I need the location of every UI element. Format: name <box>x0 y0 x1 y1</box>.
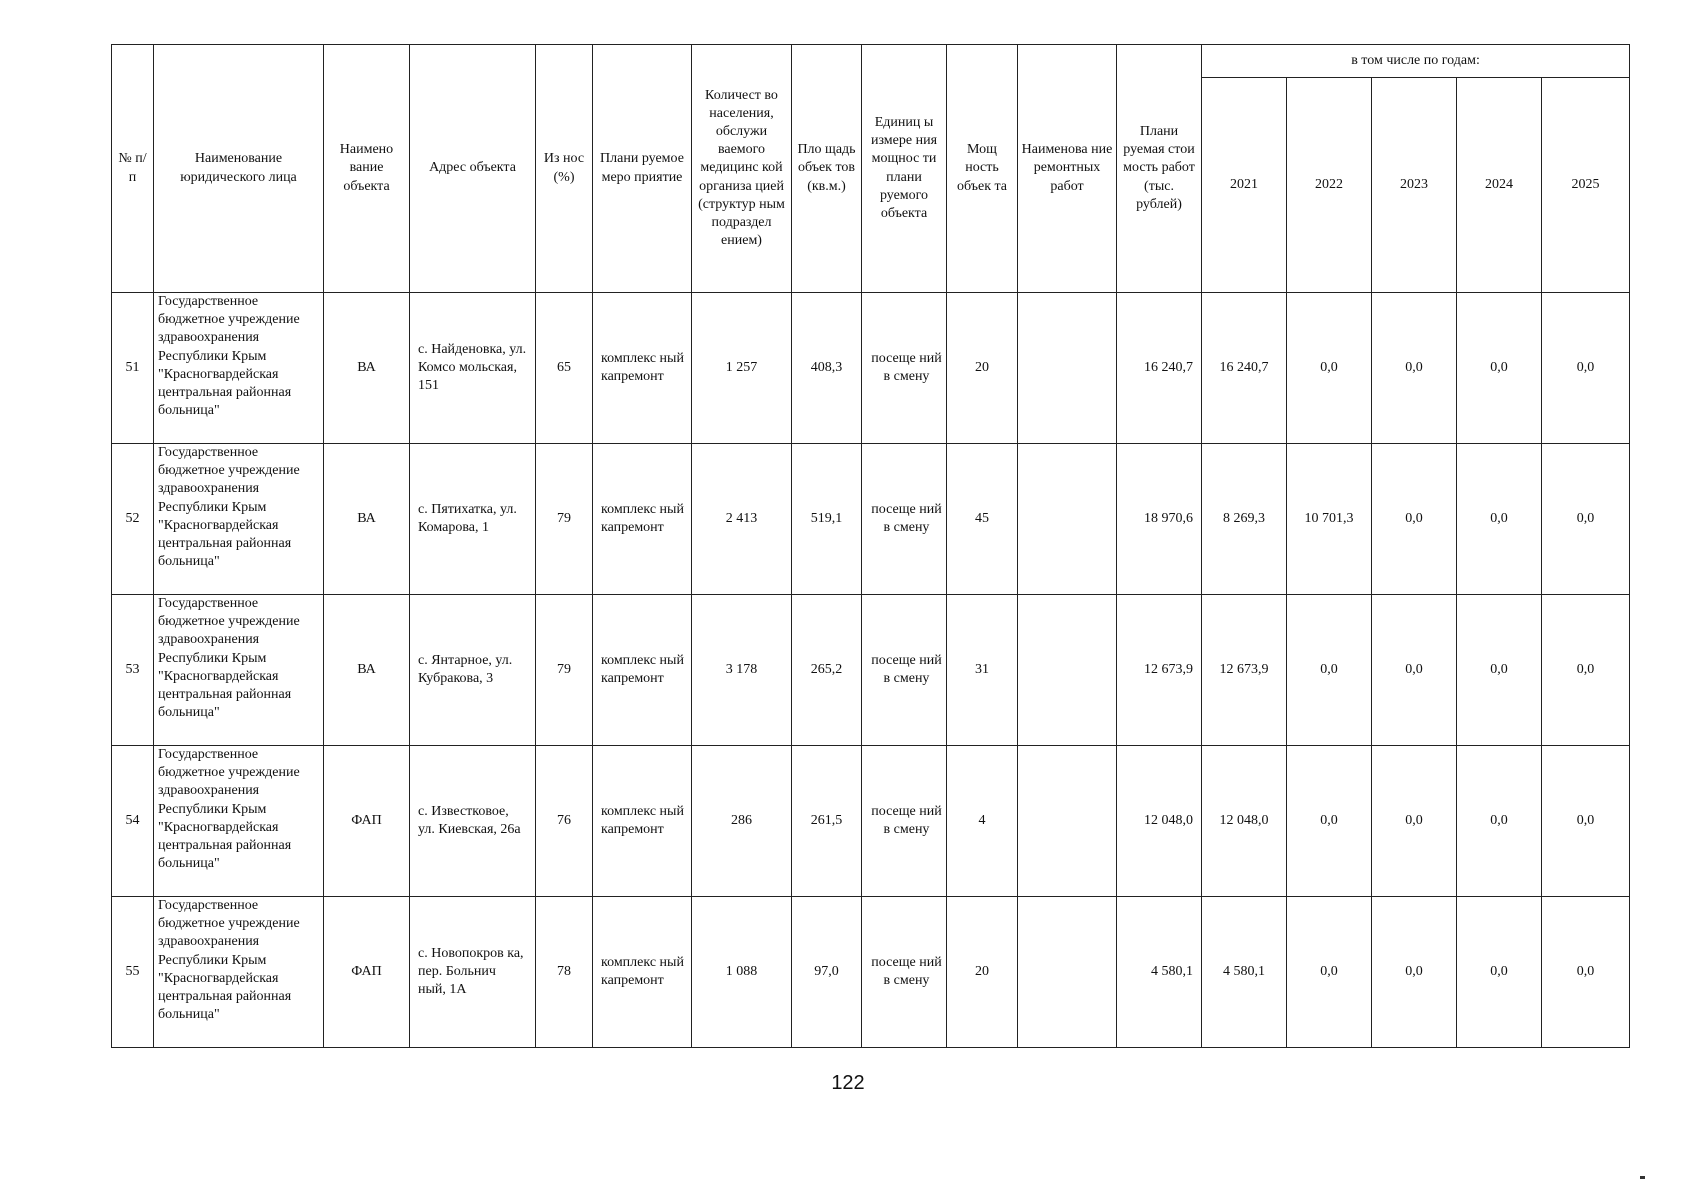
header-wear: Из нос (%) <box>536 45 593 293</box>
cell-capacity: 45 <box>947 444 1018 595</box>
header-year: 2023 <box>1372 78 1457 293</box>
cell-area: 265,2 <box>792 595 862 746</box>
cell-repair-name <box>1018 746 1117 897</box>
cell-year-value: 0,0 <box>1287 746 1372 897</box>
cell-year-value: 0,0 <box>1372 444 1457 595</box>
cell-planned-event: комплекс ный капремонт <box>593 746 692 897</box>
cell-year-value: 0,0 <box>1287 595 1372 746</box>
cell-year-value: 0,0 <box>1287 897 1372 1048</box>
header-unit: Единиц ы измере ния мощнос ти плани руемого объекта <box>862 45 947 293</box>
cell-object-name: ВА <box>324 595 410 746</box>
cell-year-value: 0,0 <box>1542 595 1630 746</box>
header-capacity: Мощ ность объек та <box>947 45 1018 293</box>
cell-planned-event: комплекс ный капремонт <box>593 444 692 595</box>
cell-population: 3 178 <box>692 595 792 746</box>
cell-year-value: 0,0 <box>1372 897 1457 1048</box>
cell-legal-entity: Государственное бюджетное учреждение здравоохранения Республики Крым "Красногвардейская центральная районная больница" <box>154 595 324 746</box>
header-area: Пло щадь объек тов (кв.м.) <box>792 45 862 293</box>
cell-year-value: 0,0 <box>1542 897 1630 1048</box>
cell-unit: посеще ний в смену <box>862 746 947 897</box>
header-year: 2022 <box>1287 78 1372 293</box>
cell-cost: 16 240,7 <box>1117 293 1202 444</box>
cell-wear: 78 <box>536 897 593 1048</box>
cell-year-value: 0,0 <box>1372 293 1457 444</box>
header-object-name: Наимено вание объекта <box>324 45 410 293</box>
cell-legal-entity: Государственное бюджетное учреждение здравоохранения Республики Крым "Красногвардейская центральная районная больница" <box>154 444 324 595</box>
cell-repair-name <box>1018 444 1117 595</box>
cell-population: 2 413 <box>692 444 792 595</box>
cell-repair-name <box>1018 897 1117 1048</box>
cell-capacity: 20 <box>947 897 1018 1048</box>
cell-address: с. Найденовка, ул. Комсо мольская, 151 <box>410 293 536 444</box>
table-row <box>112 293 1630 444</box>
table-header <box>112 45 1630 293</box>
header-repair-name: Наименова ние ремонтных работ <box>1018 45 1117 293</box>
cell-cost: 4 580,1 <box>1117 897 1202 1048</box>
cell-year-value: 0,0 <box>1372 746 1457 897</box>
header-num: № п/п <box>112 45 154 293</box>
repair-plan-table <box>111 44 1630 1048</box>
table-row <box>112 444 1630 595</box>
cell-object-name: ФАП <box>324 897 410 1048</box>
cell-wear: 76 <box>536 746 593 897</box>
cell-year-value: 0,0 <box>1372 595 1457 746</box>
header-population: Количест во населения, обслужи ваемого медицинс кой организа цией (структур ным подраздел ением) <box>692 45 792 293</box>
cell-area: 519,1 <box>792 444 862 595</box>
cell-area: 408,3 <box>792 293 862 444</box>
cell-year-value: 0,0 <box>1542 746 1630 897</box>
cell-object-name: ВА <box>324 293 410 444</box>
cell-planned-event: комплекс ный капремонт <box>593 595 692 746</box>
cell-unit: посеще ний в смену <box>862 293 947 444</box>
page-number: 122 <box>831 1072 865 1094</box>
cell-year-value: 0,0 <box>1457 444 1542 595</box>
cell-year-value: 0,0 <box>1457 897 1542 1048</box>
scan-mark <box>1640 1176 1645 1179</box>
header-legal-entity: Наименование юридического лица <box>154 45 324 293</box>
cell-legal-entity: Государственное бюджетное учреждение здравоохранения Республики Крым "Красногвардейская центральная районная больница" <box>154 897 324 1048</box>
table-row <box>112 897 1630 1048</box>
cell-cost: 12 673,9 <box>1117 595 1202 746</box>
cell-year-value: 0,0 <box>1542 293 1630 444</box>
cell-planned-event: комплекс ный капремонт <box>593 897 692 1048</box>
header-year: 2025 <box>1542 78 1630 293</box>
cell-legal-entity: Государственное бюджетное учреждение здравоохранения Республики Крым "Красногвардейская центральная районная больница" <box>154 293 324 444</box>
cell-unit: посеще ний в смену <box>862 444 947 595</box>
table-row <box>112 595 1630 746</box>
cell-capacity: 31 <box>947 595 1018 746</box>
cell-year-value: 0,0 <box>1457 746 1542 897</box>
cell-year-value: 0,0 <box>1542 444 1630 595</box>
cell-year-value: 0,0 <box>1287 293 1372 444</box>
cell-num: 53 <box>112 595 154 746</box>
cell-year-value: 12 673,9 <box>1202 595 1287 746</box>
cell-capacity: 20 <box>947 293 1018 444</box>
cell-capacity: 4 <box>947 746 1018 897</box>
cell-unit: посеще ний в смену <box>862 897 947 1048</box>
cell-num: 55 <box>112 897 154 1048</box>
cell-planned-event: комплекс ный капремонт <box>593 293 692 444</box>
cell-num: 52 <box>112 444 154 595</box>
header-year: 2021 <box>1202 78 1287 293</box>
table-row <box>112 746 1630 897</box>
cell-area: 97,0 <box>792 897 862 1048</box>
cell-num: 54 <box>112 746 154 897</box>
cell-wear: 79 <box>536 444 593 595</box>
cell-object-name: ВА <box>324 444 410 595</box>
cell-population: 286 <box>692 746 792 897</box>
cell-cost: 12 048,0 <box>1117 746 1202 897</box>
cell-legal-entity: Государственное бюджетное учреждение здравоохранения Республики Крым "Красногвардейская центральная районная больница" <box>154 746 324 897</box>
cell-wear: 65 <box>536 293 593 444</box>
cell-year-value: 12 048,0 <box>1202 746 1287 897</box>
cell-year-value: 16 240,7 <box>1202 293 1287 444</box>
header-years-group: в том числе по годам: <box>1202 45 1630 78</box>
cell-address: с. Янтарное, ул. Кубракова, 3 <box>410 595 536 746</box>
header-address: Адрес объекта <box>410 45 536 293</box>
cell-repair-name <box>1018 293 1117 444</box>
header-year: 2024 <box>1457 78 1542 293</box>
cell-year-value: 0,0 <box>1457 293 1542 444</box>
cell-area: 261,5 <box>792 746 862 897</box>
cell-year-value: 4 580,1 <box>1202 897 1287 1048</box>
cell-repair-name <box>1018 595 1117 746</box>
header-cost: Плани руемая стои мость работ (тыс. рублей) <box>1117 45 1202 293</box>
cell-address: с. Новопокров ка, пер. Больнич ный, 1А <box>410 897 536 1048</box>
cell-population: 1 257 <box>692 293 792 444</box>
table-body <box>112 293 1630 1048</box>
cell-cost: 18 970,6 <box>1117 444 1202 595</box>
header-planned-event: Плани руемое меро приятие <box>593 45 692 293</box>
cell-year-value: 0,0 <box>1457 595 1542 746</box>
cell-wear: 79 <box>536 595 593 746</box>
cell-year-value: 8 269,3 <box>1202 444 1287 595</box>
cell-address: с. Известковое, ул. Киевская, 26а <box>410 746 536 897</box>
cell-object-name: ФАП <box>324 746 410 897</box>
cell-address: с. Пятихатка, ул. Комарова, 1 <box>410 444 536 595</box>
cell-num: 51 <box>112 293 154 444</box>
cell-unit: посеще ний в смену <box>862 595 947 746</box>
cell-year-value: 10 701,3 <box>1287 444 1372 595</box>
cell-population: 1 088 <box>692 897 792 1048</box>
